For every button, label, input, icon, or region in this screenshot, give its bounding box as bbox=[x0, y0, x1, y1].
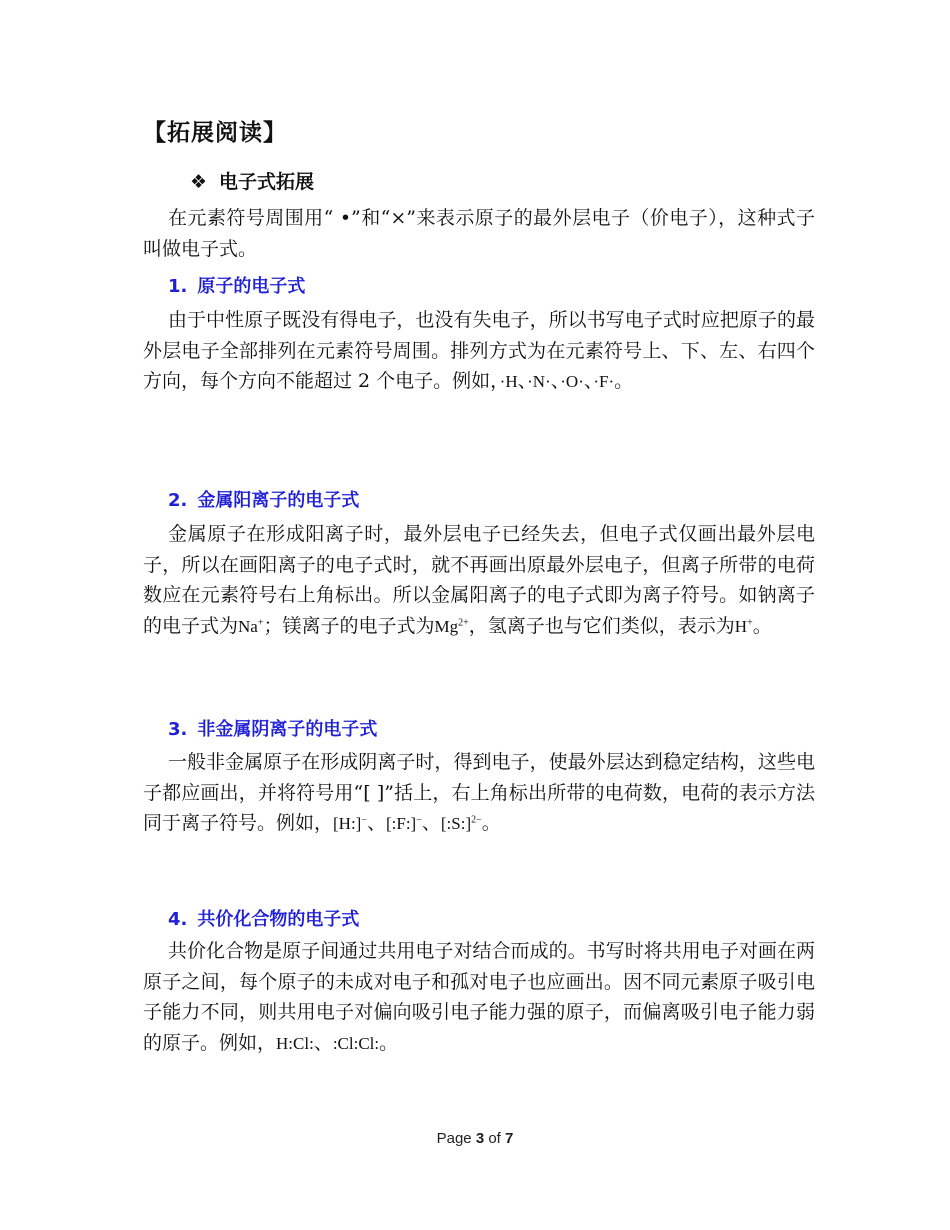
example-formula bbox=[441, 814, 482, 833]
ion-charge: + bbox=[747, 616, 753, 628]
period: 。 bbox=[379, 1031, 399, 1054]
subtitle bbox=[190, 167, 314, 194]
ion-charge: + bbox=[257, 616, 264, 628]
section-number: 4. bbox=[168, 909, 188, 930]
page-footer bbox=[0, 1130, 950, 1147]
separator: 、 bbox=[313, 1031, 333, 1054]
section-number: 3. bbox=[168, 719, 188, 740]
sodium-ion bbox=[238, 617, 263, 636]
footer-of: of bbox=[488, 1130, 501, 1147]
section-4-body: 共价化合物是原子间通过共用电子对结合而成的。书写时将共用电子对画在两原子之间，每个原子的未成对电子和孤对电子也应画出。因不同元素原子吸引电子能力不同，则共用电子对偏向吸引电子能力强的原子，而偏离吸引电子能力弱的原子。例如， bbox=[143, 940, 815, 1054]
section-2-paragraph bbox=[143, 519, 815, 642]
example-formula bbox=[333, 814, 367, 833]
subtitle-text: 电子式拓展 bbox=[219, 171, 315, 193]
section-heading-text: 共价化合物的电子式 bbox=[197, 909, 360, 930]
section-number: 1. bbox=[168, 276, 188, 297]
separator: 、 bbox=[550, 370, 561, 392]
ion-symbol: Na bbox=[238, 616, 258, 636]
period: 。 bbox=[752, 614, 772, 637]
section-1-body: 由于中性原子既没有得电子，也没有失电子，所以书写电子式时应把原子的最外层电子全部排列在元素符号周围。排列方式为在元素符号上、下、左、右四个方向，每个方向不能超过 2 个电子。例如， bbox=[143, 309, 815, 392]
period: 。 bbox=[481, 812, 501, 834]
diamond-bullet-icon: ❖ bbox=[190, 171, 208, 193]
section-heading-text: 金属阳离子的电子式 bbox=[197, 490, 360, 511]
page-title: 【拓展阅读】 bbox=[143, 120, 287, 146]
section-3-paragraph bbox=[143, 747, 815, 840]
formula-charge: − bbox=[361, 814, 367, 826]
formula-text: [:F:] bbox=[386, 814, 417, 833]
separator: 、 bbox=[517, 370, 528, 392]
section-heading-text: 原子的电子式 bbox=[197, 276, 306, 297]
example-formula: H:Cl: bbox=[276, 1033, 314, 1053]
section-2-body-1: 金属原子在形成阳离子时，最外层电子已经失去，但电子式仅画出最外层电子，所以在画阳离子的电子式时，就不再画出原最外层电子，但离子所带的电荷数应在元素符号右上角标出。所以金属阳离子的电子式即为离子符号。如钠离子的电子式为 bbox=[143, 523, 815, 637]
separator: 、 bbox=[366, 812, 386, 834]
section-heading-4 bbox=[168, 905, 359, 931]
example-formula bbox=[386, 814, 422, 833]
section-4-paragraph bbox=[143, 936, 815, 1059]
ion-symbol: H bbox=[734, 616, 748, 636]
ion-charge: 2+ bbox=[458, 616, 469, 628]
period: 。 bbox=[614, 370, 634, 392]
example-formula: :Cl:Cl: bbox=[332, 1033, 380, 1053]
separator: 、 bbox=[421, 812, 441, 834]
formula-text: [:S:] bbox=[440, 814, 472, 833]
footer-label: Page bbox=[436, 1130, 472, 1147]
section-2-body-2: ；镁离子的电子式为 bbox=[263, 614, 435, 637]
total-pages: 7 bbox=[505, 1130, 514, 1147]
section-heading-1 bbox=[168, 272, 305, 298]
example-formula: ·H bbox=[499, 372, 518, 391]
section-3-body: 一般非金属原子在形成阴离子时，得到电子，使最外层达到稳定结构，这些电子都应画出，并将符号用“[ ]”括上，右上角标出所带的电荷数，电荷的表示方法同于离子符号。例如， bbox=[143, 751, 815, 834]
section-heading-text: 非金属阴离子的电子式 bbox=[197, 719, 378, 740]
ion-symbol: Mg bbox=[434, 616, 459, 636]
intro-paragraph: 在元素符号周围用“ •”和“×”来表示原子的最外层电子（价电子），这种式子叫做电子式。 bbox=[143, 207, 815, 260]
formula-charge: 2− bbox=[471, 814, 482, 826]
hydrogen-ion bbox=[735, 617, 753, 636]
current-page-number: 3 bbox=[475, 1130, 485, 1147]
separator: 、 bbox=[583, 370, 594, 392]
formula-text: [H:] bbox=[333, 814, 362, 833]
section-2-body-3: ，氢离子也与它们类似，表示为 bbox=[468, 614, 735, 637]
magnesium-ion bbox=[435, 617, 469, 636]
example-formula: ·N· bbox=[527, 372, 551, 391]
section-heading-3 bbox=[168, 715, 377, 741]
section-heading-2 bbox=[168, 486, 359, 512]
example-formula: ·F· bbox=[593, 372, 615, 391]
example-formula: ·O· bbox=[560, 372, 584, 391]
section-1-paragraph bbox=[143, 305, 815, 398]
formula-charge: − bbox=[416, 814, 422, 826]
section-number: 2. bbox=[168, 490, 188, 511]
